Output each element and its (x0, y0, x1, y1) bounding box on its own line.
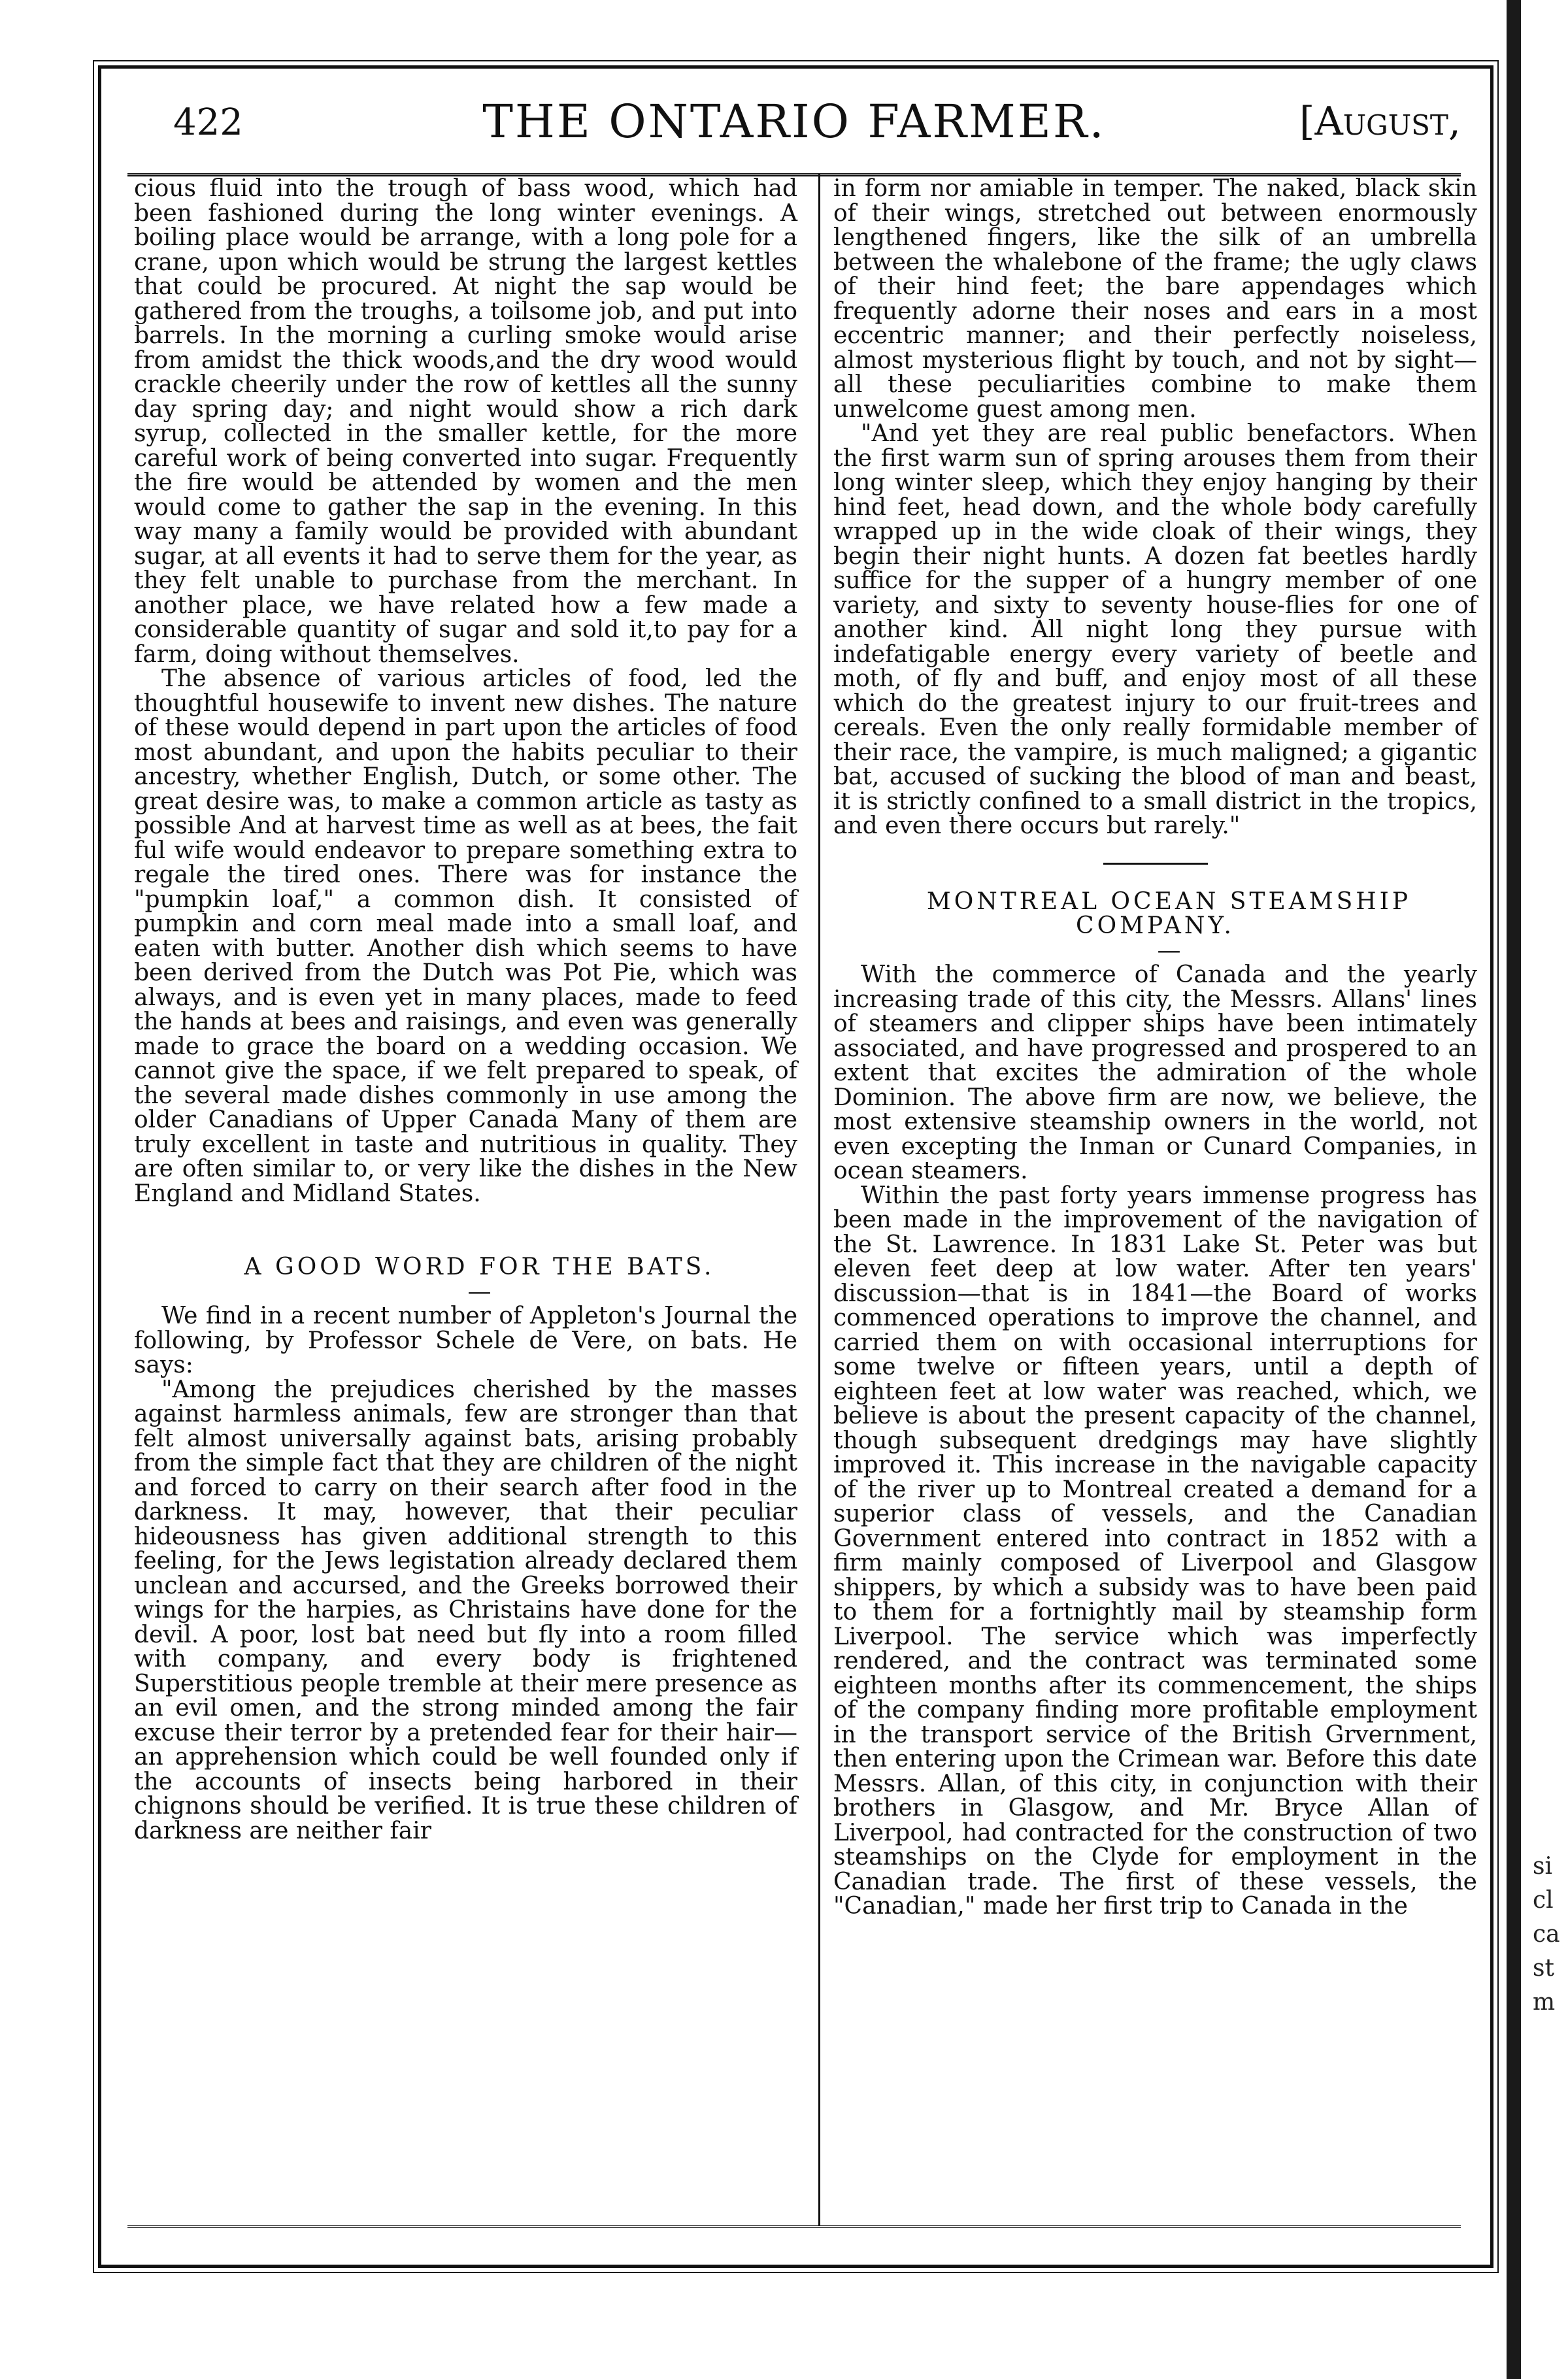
spacer (134, 1206, 797, 1231)
next-page-fragments: si cl ca st m (1533, 1853, 1560, 2016)
title-dash: — (467, 1278, 492, 1305)
bottom-rule (127, 2225, 1461, 2228)
issue-month: [August, (1299, 99, 1461, 144)
steamship-navigation-paragraph: Within the past forty years immense progress has been made in the improvement of the navigation of the St. Lawrence. In 1831 Lake St. Peter was but eleven feet deep at low water. After ten years' discussion—that is in 1841—the Board of works commenced operations to improve the channel, and carried them on with occasional interruptions for some twelve or fifteen years, until a depth of eighteen feet at low water was reached, which, we believe is about the present capacity of the channel, though subsequent dredgings may have slightly improved it. This increase in the navigable capacity of the river up to Montreal created a demand for a superior class of vessels, and the Canadian Government entered into contract in 1852 with a firm mainly composed of Liverpool and Glasgow shippers, by which a subsidy was to have been paid to them for a fortnightly mail by steamship form Liverpool. The service which was imperfectly rendered, and the contract was terminated some eighteen months after its commencement, the ships of the company finding more profitable employment in the transport service of the British Grvernment, then entering upon the Crimean war. Before this date Messrs. Allan, of this city, in conjunction with their brothers in Glasgow, and Mr. Bryce Allan of Liverpool, had contracted for the construction of two steamships on the Clyde for employment in the Canadian trade. The first of these vessels, the "Canadian," made her first trip to Canada in the (833, 1182, 1477, 1920)
dishes-paragraph: The absence of various articles of food, led the thoughtful housewife to invent new dishes. The nature of these would depend in part upon the articles of food most abundant, and upon the habits peculiar to their ancestry, whether English, Dutch, or some other. The great desire was, to make a common article as tasty as possible And at harvest time as well as at bees, the fait ful wife would endeavor to prepare something extra to regale the tired ones. There was for instance the "pumpkin loaf," a common dish. It consisted of pumpkin and corn meal made into a small loaf, and eaten with butter. Another dish which seems to have been derived from the Dutch was Pot Pie, which was always, and is even yet in many places, made to feed the hands at bees and raisings, and even was generally made to grace the board on a wedding occasion. We cannot give the space, if we felt prepared to speak, of the several made dishes commonly in use among the older Canadians of Upper Canada Many of them are truly excellent in taste and nutritious in quality. They are often similar to, or very like the dishes in the New England and Midland States. (134, 665, 797, 1207)
left-column (134, 176, 797, 1843)
maple-sugar-paragraph: cious fluid into the trough of bass wood, which had been fashioned during the long winter evenings. A boiling place would be arrange, with a long pole for a crane, upon which would be strung the largest kettles that could be procured. At night the sap would be gathered from the troughs, a toilsome job, and put into barrels. In the morning a curling smoke would arise from amidst the thick woods,and the dry wood would crackle cheerily under the row of kettles all the sunny day spring day; and night would show a rich dark syrup, collected in the smaller kettle, for the more careful work of being converted into sugar. Frequently the fire would be attended by women and the men would come to gather the sap in the evening. In this way many a family would be provided with abundant sugar, at all events it had to serve them for the year, as they felt unable to purchase from the merchant. In another place, we have related how a few made a considerable quantity of sugar and sold it,to pay for a farm, doing without themselves. (134, 175, 797, 668)
spacer (833, 839, 1477, 863)
bats-article-title: A GOOD WORD FOR THE BATS. (244, 1254, 715, 1280)
bats-benefactors-paragraph: "And yet they are real public benefactors. When the first warm sun of spring arouses them from their long winter sleep, which they enjoy hanging by their hind feet, head down, and the whole body carefully wrapped up in the wide cloak of their wings, they begin their night hunts. A dozen fat beetles hardly suffice for the supper of a hungry member of one variety, and sixty to seventy house-flies for one of another kind. All night long they pursue with indefatigable energy every variety of beetle and moth, of fly and buff, and enjoy most of all these which do the greatest injury to our fruit-trees and cereals. Even the only really formidable member of their race, the vampire, is much maligned; a gigantic bat, accused of sucking the blood of man and beast, it is strictly confined to a small district in the tropics, and even there occurs but rarely." (833, 420, 1477, 839)
right-column (833, 176, 1477, 1919)
running-title: THE ONTARIO FARMER. (482, 95, 1106, 148)
page-header (127, 88, 1461, 176)
column-divider (818, 173, 820, 2225)
page-number: 422 (173, 101, 243, 144)
bats-quote-paragraph: "Among the prejudices cherished by the masses against harmless animals, few are stronger than that felt almost universally against bats, arising probably from the simple fact that they are children of the night and forced to carry on their search after food in the darkness. It may, however, that their peculiar hideousness has given additional strength to this feeling, for the Jews legistation already declared them unclean and accursed, and the Greeks borrowed their wings for the harpies, as Christains have done for the devil. A poor, lost bat need but fly into a room filled with company, and every body is frightened Superstitious people tremble at their mere presence as an evil omen, and the strong minded among the fair excuse their terror by a pretended fear for their hair—an apprehension which could be well founded only if the accounts of insects being harbored in their chignons should be verified. It is true these children of darkness are neither fair (134, 1376, 797, 1844)
steamship-commerce-paragraph: With the commerce of Canada and the yearly increasing trade of this city, the Messrs. Allans' lines of steamers and clipper ships have been intimately associated, and have progressed and prospered to an extent that excites the admiration of the whole Dominion. The above firm are now, we believe, the most extensive steamship owners in the world, not even excepting the Inman or Cunard Companies, in ocean steamers. (833, 961, 1477, 1184)
binding-edge (1507, 0, 1521, 2379)
title-dash: — (1157, 937, 1181, 964)
steamship-article-title: MONTREAL OCEAN STEAMSHIP COMPANY. (926, 888, 1412, 939)
bats-intro-paragraph: We find in a recent number of Appleton's Journal the following, by Professor Schele de Vere, on bats. He says: (134, 1303, 797, 1378)
spacer (134, 1231, 797, 1256)
spacer (833, 865, 1477, 890)
bats-continued-paragraph: in form nor amiable in temper. The naked, black skin of their wings, stretched out between enormously lengthened fingers, like the silk of an umbrella between the whalebone of the frame; the ugly claws of their hind feet; the bare appendages which frequently adorne their noses and ears in a most eccentric manner; and their perfectly noiseless, almost mysterious flight by touch, and not by sight—all these peculiarities combine to make them unwelcome guest among men. (833, 175, 1477, 423)
